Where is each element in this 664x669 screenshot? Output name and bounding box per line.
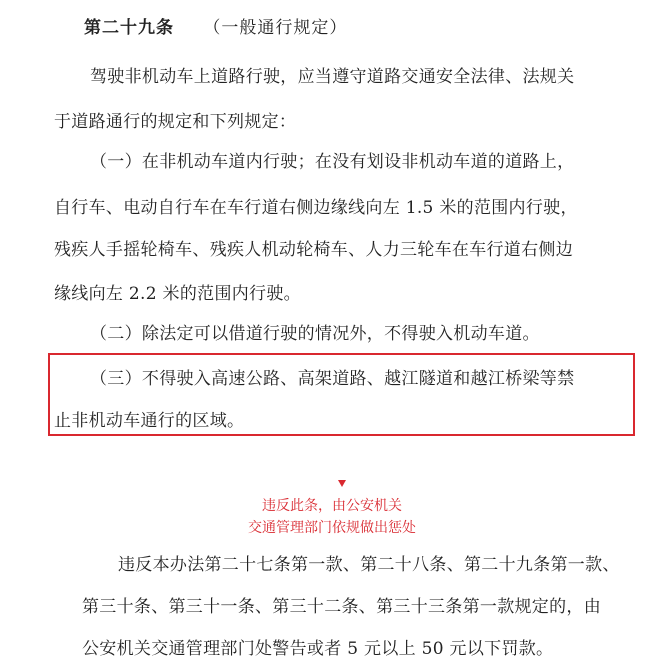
annotation-line-2: 交通管理部门依规做出惩处: [248, 520, 416, 536]
annotation-line-1: 违反此条，由公安机关: [262, 498, 402, 514]
penalty-line-3: 公安机关交通管理部门处警告或者 5 元以上 50 元以下罚款。: [82, 639, 554, 659]
item1-line-3: 残疾人手摇轮椅车、残疾人机动轮椅车、人力三轮车在车行道右侧边: [54, 240, 573, 260]
down-triangle-icon: [338, 480, 346, 487]
item3-line-2: 止非机动车通行的区域。: [54, 411, 245, 431]
intro-line-1: 驾驶非机动车上道路行驶，应当遵守道路交通安全法律、法规关: [90, 67, 575, 87]
item1-line-4: 缘线向左 2.2 米的范围内行驶。: [54, 284, 301, 304]
item2-line: （二）除法定可以借道行驶的情况外，不得驶入机动车道。: [90, 324, 540, 344]
article-heading: [84, 16, 347, 40]
item3-line-1: （三）不得驶入高速公路、高架道路、越江隧道和越江桥梁等禁: [90, 369, 575, 389]
article-number: 第二十九条: [84, 18, 174, 38]
article-subtitle: （一般通行规定）: [203, 18, 348, 38]
penalty-line-1: 违反本办法第二十七条第一款、第二十八条、第二十九条第一款、: [118, 555, 620, 575]
intro-line-2: 于道路通行的规定和下列规定：: [54, 112, 297, 132]
item1-line-2: 自行车、电动自行车在车行道右侧边缘线向左 1.5 米的范围内行驶，: [54, 198, 578, 218]
penalty-line-2: 第三十条、第三十一条、第三十二条、第三十三条第一款规定的，由: [82, 597, 601, 617]
item1-line-1: （一）在非机动车道内行驶；在没有划设非机动车道的道路上，: [90, 152, 575, 172]
